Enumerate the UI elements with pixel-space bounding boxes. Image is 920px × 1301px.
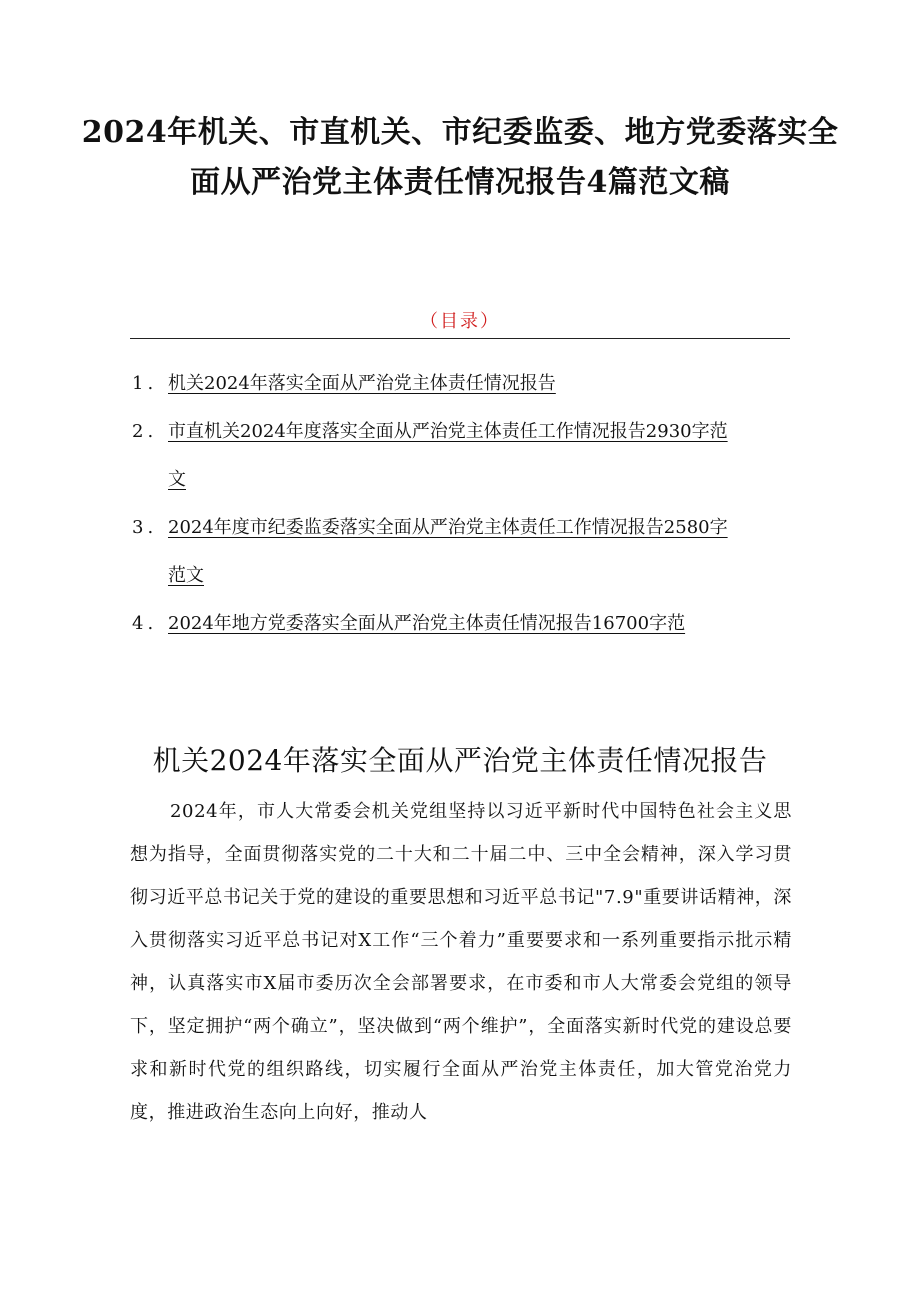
table-of-contents — [132, 360, 832, 648]
body-paragraph: 2024年，市人大常委会机关党组坚持以习近平新时代中国特色社会主义思想为指导，全面贯彻落实党的二十大和二十届二中、三中全会精神，深入学习贯彻习近平总书记关于党的建设的重要思想和习近平总书记"7.9"重要讲话精神，深入贯彻落实习近平总书记对X工作“三个着力”重要要求和一系列重要指示批示精神，认真落实市X届市委历次全会部署要求，在市委和市人大常委会党组的领导下，坚定拥护“两个确立”，坚决做到“两个维护”，全面落实新时代党的建设总要求和新时代党的组织路线，切实履行全面从严治党主体责任，加大管党治党力度，推进政治生态向上向好，推动人 — [130, 801, 792, 1123]
toc-item-4 — [132, 600, 832, 648]
toc-item-number: 3. — [132, 517, 158, 538]
toc-link-2[interactable]: 市直机关2024年度落实全面从严治党主体责任工作情况报告2930字范文 — [168, 421, 728, 490]
document-title: 2024年机关、市直机关、市纪委监委、地方党委落实全面从严治党主体责任情况报告4篇范文稿 — [81, 115, 839, 200]
toc-heading: （目录） — [420, 311, 500, 332]
toc-link-4[interactable]: 2024年地方党委落实全面从严治党主体责任情况报告16700字范 — [168, 613, 686, 634]
toc-link-1[interactable]: 机关2024年落实全面从严治党主体责任情况报告 — [168, 373, 556, 394]
toc-item-number: 4. — [132, 613, 158, 634]
toc-item-number: 1. — [132, 373, 158, 394]
toc-item-2 — [132, 408, 832, 504]
toc-item-1 — [132, 360, 832, 408]
toc-item-3 — [132, 504, 832, 600]
toc-divider — [130, 338, 790, 339]
toc-link-3[interactable]: 2024年度市纪委监委落实全面从严治党主体责任工作情况报告2580字范文 — [168, 517, 728, 586]
toc-item-number: 2. — [132, 421, 158, 442]
section-title: 机关2024年落实全面从严治党主体责任情况报告 — [152, 744, 768, 777]
